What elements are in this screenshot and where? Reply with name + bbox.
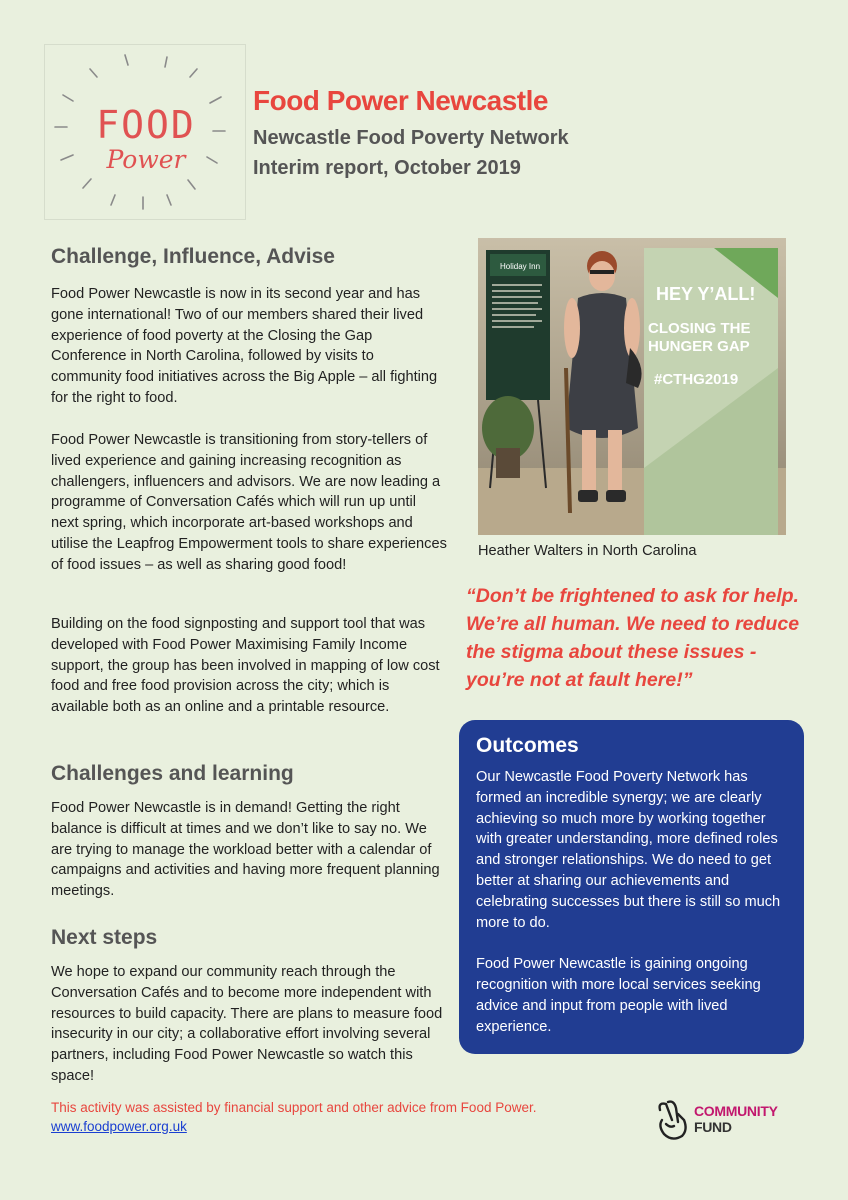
- crossed-fingers-icon: [654, 1098, 692, 1144]
- outcomes-panel: [459, 720, 804, 1054]
- funder-name-line1: COMMUNITY: [694, 1103, 778, 1119]
- page-subtitle-network: Newcastle Food Poverty Network: [253, 127, 569, 149]
- foodpower-website-link[interactable]: www.foodpower.org.uk: [51, 1119, 187, 1134]
- outcomes-heading: Outcomes: [476, 734, 579, 757]
- heading-next-steps: Next steps: [51, 926, 158, 949]
- photo-caption: Heather Walters in North Carolina: [478, 543, 697, 559]
- heading-challenges-learning: Challenges and learning: [51, 762, 294, 785]
- outcomes-paragraph-synergy: Our Newcastle Food Poverty Network has formed an incredible synergy; we are clearly achieving so much more by working together with greater understanding, more defined roles and stronger relationships. We do need to get better at sharing our achievements and celebrating successes but there is still so much more to do.: [476, 769, 781, 931]
- funding-note: This activity was assisted by financial support and other advice from Food Power.: [51, 1100, 537, 1115]
- paragraph-demand: Food Power Newcastle is in demand! Getting the right balance is difficult at times and we don’t like to say no. We are trying to manage the workload better with a calendar of campaigns and activities and having more frequent planning meetings.: [51, 800, 440, 900]
- paragraph-mapping: Building on the food signposting and support tool that was developed with Food Power Maximising Family Income support, the group has been involved in mapping of low cost food and free food provision across the city; which is available both as an online and a printable resource.: [51, 616, 440, 716]
- outcomes-paragraph-recognition: Food Power Newcastle is gaining ongoing recognition with more local services seeking advice and input from people with lived experience.: [476, 956, 761, 1035]
- community-fund-logo: [654, 1098, 794, 1146]
- food-power-logo: [44, 44, 246, 220]
- paragraph-transitioning: Food Power Newcastle is transitioning from story-tellers of lived experience and gaining increasing recognition as challengers, influencers and advisors. We are now leading a programme of Conversation Cafés which will run up until next spring, which incorporate art-based workshops and utilise the Leapfrog Empowerment tools to share experiences of food issues – as well as sharing good food!: [51, 432, 447, 573]
- paragraph-next-steps: We hope to expand our community reach through the Conversation Cafés and to become more independent with resources to build capacity. There are plans to measure food insecurity in our city; a collaborative effort involving several partners, including Food Power Newcastle so watch this space!: [51, 964, 443, 1084]
- banner-text-hey: HEY Y’ALL!: [656, 284, 756, 304]
- banner-text-hashtag: #CTHG2019: [654, 371, 739, 388]
- pull-quote: “Don’t be frightened to ask for help. We’re all human. We need to reduce the stigma about these issues - you’re not at fault here!”: [466, 585, 800, 691]
- banner-text-closing: CLOSING THE: [648, 320, 751, 337]
- page-title: Food Power Newcastle: [253, 85, 548, 116]
- heading-challenge-influence-advise: Challenge, Influence, Advise: [51, 245, 335, 268]
- paragraph-international: Food Power Newcastle is now in its second year and has gone international! Two of our members shared their lived experience of food poverty at the Closing the Gap Conference in North Carolina, followed by visits to community food initiatives across the Big Apple – all fighting for the right to food.: [51, 286, 438, 406]
- logo-word-food: FOOD: [96, 103, 196, 147]
- funder-name-line2: FUND: [694, 1119, 732, 1135]
- banner-text-hunger: HUNGER GAP: [648, 338, 750, 355]
- hotel-sign-brand: Holiday Inn: [500, 262, 541, 271]
- conference-photo: [478, 238, 786, 535]
- page-subtitle-report: Interim report, October 2019: [253, 157, 521, 179]
- logo-word-power: Power: [106, 145, 186, 174]
